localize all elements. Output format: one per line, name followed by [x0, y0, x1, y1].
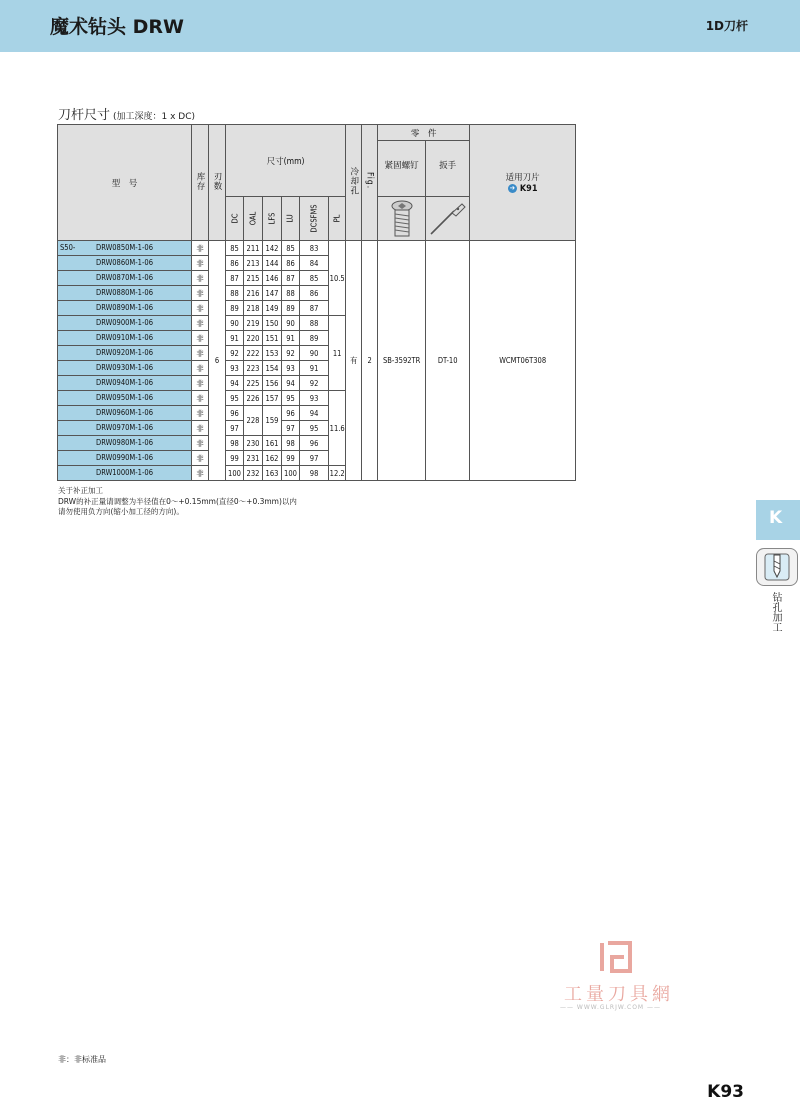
- lfs-cell: 149: [263, 301, 282, 316]
- header-fig: Fig.: [362, 125, 378, 241]
- arrow-right-icon: ➔: [509, 184, 516, 193]
- lfs-cell: 162: [263, 451, 282, 466]
- header-parts: 零 件: [378, 125, 470, 141]
- header-insert-label: 适用刀片: [505, 173, 540, 184]
- dc-cell: 89: [226, 301, 244, 316]
- header-model: 型 号: [58, 125, 192, 241]
- lu-cell: 100: [282, 466, 300, 481]
- model-prefix: S50-: [60, 243, 76, 252]
- dcsfms-cell: 87: [300, 301, 329, 316]
- header-dimensions: 尺寸(mm): [226, 125, 346, 197]
- lu-cell: 86: [282, 256, 300, 271]
- screw-icon: [390, 200, 414, 238]
- oal-cell: 225: [244, 376, 263, 391]
- lfs-cell: 153: [263, 346, 282, 361]
- lfs-cell: 146: [263, 271, 282, 286]
- stock-cell: 非: [192, 241, 209, 256]
- col-dc: DC: [226, 197, 244, 241]
- oal-cell: 232: [244, 466, 263, 481]
- stock-cell: 非: [192, 391, 209, 406]
- dcsfms-cell: 92: [300, 376, 329, 391]
- flutes-cell: 6: [209, 241, 226, 481]
- dcsfms-cell: 89: [300, 331, 329, 346]
- dc-cell: 87: [226, 271, 244, 286]
- col-pl: PL: [329, 197, 346, 241]
- dc-cell: 97: [226, 421, 244, 436]
- lfs-cell: 161: [263, 436, 282, 451]
- watermark: [560, 940, 680, 1020]
- lfs-cell: 156: [263, 376, 282, 391]
- pl-cell: 11.6: [329, 391, 346, 466]
- watermark-url: —— WWW.GLRJW.COM ——: [560, 1004, 662, 1011]
- oal-cell: 218: [244, 301, 263, 316]
- header-wrench: 扳手: [426, 141, 470, 197]
- fig-cell: 2: [362, 241, 378, 481]
- lfs-cell: 150: [263, 316, 282, 331]
- spec-table: [57, 124, 576, 481]
- insert-ref-link[interactable]: [508, 184, 538, 194]
- dc-cell: 99: [226, 451, 244, 466]
- side-tab-letter: K: [769, 508, 783, 528]
- oal-cell: 220: [244, 331, 263, 346]
- model-cell: DRW0910M-1-06: [58, 331, 192, 346]
- dcsfms-cell: 91: [300, 361, 329, 376]
- dc-cell: 94: [226, 376, 244, 391]
- model-cell: DRW0880M-1-06: [58, 286, 192, 301]
- oal-cell: 211: [244, 241, 263, 256]
- lu-cell: 92: [282, 346, 300, 361]
- stock-cell: 非: [192, 346, 209, 361]
- stock-cell: 非: [192, 316, 209, 331]
- oal-cell: 222: [244, 346, 263, 361]
- lu-cell: 87: [282, 271, 300, 286]
- side-label: 钻孔加工: [770, 592, 781, 632]
- lfs-cell: 159: [263, 406, 282, 436]
- header-insert: [470, 125, 576, 241]
- coolant-cell: 有: [346, 241, 362, 481]
- lu-cell: 90: [282, 316, 300, 331]
- lu-cell: 99: [282, 451, 300, 466]
- screw-image: [378, 197, 426, 241]
- lfs-cell: 147: [263, 286, 282, 301]
- header-screw: 紧固螺钉: [378, 141, 426, 197]
- model-cell: DRW0970M-1-06: [58, 421, 192, 436]
- notes: [58, 486, 297, 518]
- pl-cell: 10.5: [329, 241, 346, 316]
- lu-cell: 96: [282, 406, 300, 421]
- header-stock: 库存: [192, 125, 209, 241]
- dc-cell: 91: [226, 331, 244, 346]
- page-header: [0, 0, 800, 52]
- note-line: 关于补正加工: [58, 486, 103, 495]
- stock-cell: 非: [192, 451, 209, 466]
- dc-cell: 96: [226, 406, 244, 421]
- stock-cell: 非: [192, 271, 209, 286]
- pl-cell: 11: [329, 316, 346, 391]
- header-flutes: 刃数: [209, 125, 226, 241]
- page-subtitle: 1D刀杆: [705, 19, 748, 33]
- oal-cell: 216: [244, 286, 263, 301]
- note-line: DRW的补正量请调整为半径值在0～+0.15mm(直径0～+0.3mm)以内: [58, 496, 297, 506]
- model-cell: DRW0920M-1-06: [58, 346, 192, 361]
- stock-cell: 非: [192, 286, 209, 301]
- dc-cell: 92: [226, 346, 244, 361]
- drilling-icon: [756, 548, 798, 586]
- dcsfms-cell: 93: [300, 391, 329, 406]
- lfs-cell: 157: [263, 391, 282, 406]
- dc-cell: 100: [226, 466, 244, 481]
- oal-cell: 228: [244, 406, 263, 436]
- dc-cell: 85: [226, 241, 244, 256]
- lu-cell: 89: [282, 301, 300, 316]
- section-title: [58, 104, 195, 123]
- col-oal: OAL: [244, 197, 263, 241]
- section-subtitle: (加工深度：1 x DC): [113, 112, 196, 122]
- pl-cell: 12.2: [329, 466, 346, 481]
- model-cell: DRW0940M-1-06: [58, 376, 192, 391]
- lu-cell: 93: [282, 361, 300, 376]
- lu-cell: 97: [282, 421, 300, 436]
- stock-cell: 非: [192, 421, 209, 436]
- stock-cell: 非: [192, 331, 209, 346]
- lfs-cell: 142: [263, 241, 282, 256]
- dcsfms-cell: 95: [300, 421, 329, 436]
- model-cell: DRW0930M-1-06: [58, 361, 192, 376]
- dc-cell: 93: [226, 361, 244, 376]
- dc-cell: 86: [226, 256, 244, 271]
- oal-cell: 215: [244, 271, 263, 286]
- dcsfms-cell: 97: [300, 451, 329, 466]
- model-cell: DRW0900M-1-06: [58, 316, 192, 331]
- dcsfms-cell: 94: [300, 406, 329, 421]
- model-cell: DRW0960M-1-06: [58, 406, 192, 421]
- watermark-text: 工量刀具網: [564, 984, 674, 1005]
- stock-cell: 非: [192, 376, 209, 391]
- model-cell: DRW1000M-1-06: [58, 466, 192, 481]
- model-cell: S50- DRW0850M-1-06: [58, 241, 192, 256]
- model-cell: DRW0990M-1-06: [58, 451, 192, 466]
- stock-cell: 非: [192, 301, 209, 316]
- lu-cell: 95: [282, 391, 300, 406]
- lu-cell: 88: [282, 286, 300, 301]
- stock-cell: 非: [192, 361, 209, 376]
- dcsfms-cell: 86: [300, 286, 329, 301]
- table-row: [58, 241, 576, 256]
- dc-cell: 88: [226, 286, 244, 301]
- oal-cell: 223: [244, 361, 263, 376]
- note-line: 请勿使用负方向(缩小加工径的方向)。: [58, 507, 184, 516]
- lu-cell: 94: [282, 376, 300, 391]
- side-tab-k[interactable]: [756, 500, 800, 540]
- stock-cell: 非: [192, 436, 209, 451]
- lfs-cell: 144: [263, 256, 282, 271]
- dcsfms-cell: 98: [300, 466, 329, 481]
- page-title: 魔术钻头 DRW: [50, 16, 184, 38]
- lfs-cell: 163: [263, 466, 282, 481]
- lu-cell: 98: [282, 436, 300, 451]
- lfs-cell: 151: [263, 331, 282, 346]
- model-cell: DRW0870M-1-06: [58, 271, 192, 286]
- col-lfs: LFS: [263, 197, 282, 241]
- oal-cell: 213: [244, 256, 263, 271]
- lfs-cell: 154: [263, 361, 282, 376]
- stock-cell: 非: [192, 466, 209, 481]
- insert-cell: WCMT06T308: [470, 241, 576, 481]
- lu-cell: 85: [282, 241, 300, 256]
- wrench-cell: DT-10: [426, 241, 470, 481]
- insert-ref-label: K91: [519, 183, 538, 194]
- footnote: 非：非标准品: [58, 1055, 106, 1064]
- dc-cell: 98: [226, 436, 244, 451]
- model-cell: DRW0860M-1-06: [58, 256, 192, 271]
- oal-cell: 230: [244, 436, 263, 451]
- dcsfms-cell: 90: [300, 346, 329, 361]
- header-coolant: 冷却孔: [346, 125, 362, 241]
- stock-cell: 非: [192, 406, 209, 421]
- page-number: K93: [707, 1082, 744, 1102]
- oal-cell: 226: [244, 391, 263, 406]
- dcsfms-cell: 83: [300, 241, 329, 256]
- oal-cell: 219: [244, 316, 263, 331]
- model-cell: DRW0950M-1-06: [58, 391, 192, 406]
- watermark-logo-icon: [598, 940, 634, 974]
- dcsfms-cell: 96: [300, 436, 329, 451]
- dcsfms-cell: 88: [300, 316, 329, 331]
- model-cell: DRW0890M-1-06: [58, 301, 192, 316]
- dcsfms-cell: 85: [300, 271, 329, 286]
- screw-cell: SB-3592TR: [378, 241, 426, 481]
- section-title-text: 刀杆尺寸: [58, 108, 111, 123]
- stock-cell: 非: [192, 256, 209, 271]
- dc-cell: 90: [226, 316, 244, 331]
- dc-cell: 95: [226, 391, 244, 406]
- wrench-image: [426, 197, 470, 241]
- col-lu: LU: [282, 197, 300, 241]
- dcsfms-cell: 84: [300, 256, 329, 271]
- col-dcsfms: DCSFMS: [300, 197, 329, 241]
- lu-cell: 91: [282, 331, 300, 346]
- wrench-icon: [428, 201, 468, 237]
- oal-cell: 231: [244, 451, 263, 466]
- model-cell: DRW0980M-1-06: [58, 436, 192, 451]
